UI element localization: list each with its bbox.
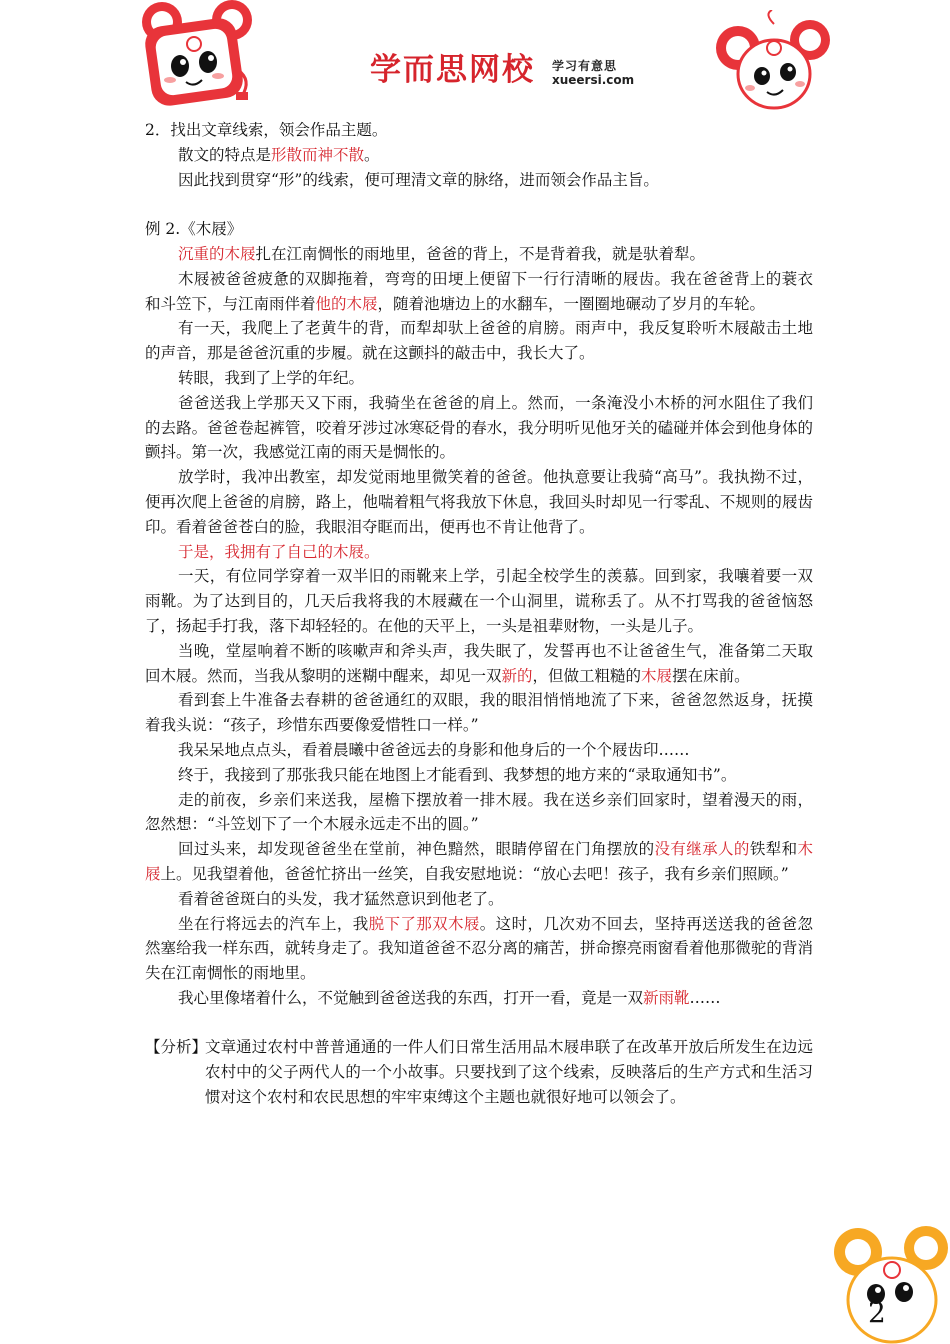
paragraph: 坐在行将远去的汽车上，我脱下了那双木屐。这时，几次劝不回去，坚持再送送我的爸爸忽然塞给我一样东西，就转身走了。我知道爸爸不忍分离的痛苦，拼命擦亮雨窗看着他那微驼的背消失在江南惆怅的雨地里。 (145, 914, 813, 983)
paragraph-highlight: 于是，我拥有了自己的木屐。 (178, 542, 380, 561)
paragraph: 一天，有位同学穿着一双半旧的雨靴来上学，引起全校学生的羡慕。回到家，我嚷着要一双雨靴。为了达到目的，几天后我将我的木屐藏在一个山洞里，谎称丢了。从不打骂我的爸爸恼怒了，扬起手打我，落下却轻轻的。在他的天平上，一头是祖辈财物，一头是儿子。 (145, 567, 813, 635)
page-header (0, 0, 950, 118)
page-number: 2 (868, 1296, 886, 1329)
highlight-text: 新的 (501, 666, 533, 685)
mascot-right-icon (712, 10, 832, 120)
paragraph: 走的前夜，乡亲们来送我，屋檐下摆放着一排木屐。我在送乡亲们回家时，望着漫天的雨，忽然想：“斗笠划下了一个木屐永远走不出的圆。” (145, 790, 813, 834)
paragraph: 转眼，我到了上学的年纪。 (178, 368, 365, 387)
brand-url: xueersi.com (552, 73, 635, 87)
paragraph: 我心里像堵着什么，不觉触到爸爸送我的东西，打开一看，竟是一双新雨靴…… (178, 988, 721, 1007)
brand-logo (370, 50, 660, 100)
section-line-2: 因此找到贯穿“形”的线索，便可理清文章的脉络，进而领会作品主旨。 (178, 170, 659, 189)
mascot-footer-icon (832, 1218, 950, 1344)
highlight-text: 形散而神不散 (271, 145, 365, 164)
highlight-text: 他的木屐 (315, 294, 378, 313)
paragraph: 爸爸送我上学那天又下雨，我骑坐在爸爸的肩上。然而，一条淹没小木桥的河水阻住了我们的去路。爸爸卷起裤管，咬着牙涉过冰寒砭骨的春水，我分明听见他牙关的磕碰并体会到他身体的颤抖。第一次，我感觉江南的雨天是惆怅的。 (145, 393, 813, 462)
highlight-text: 木屐 (641, 666, 673, 685)
paragraph: 放学时，我冲出教室，却发觉雨地里微笑着的爸爸。他执意要让我骑“高马”。我执拗不过，便再次爬上爸爸的肩膀，路上，他喘着粗气将我放下休息，我回头时却见一行零乱、不规则的屐齿印。看着爸爸苍白的脸，我眼泪夺眶而出，便再也不肯让他背了。 (145, 468, 813, 536)
section-line-1: 散文的特点是形散而神不散。 (178, 145, 380, 164)
paragraph: 沉重的木屐扎在江南惆怅的雨地里，爸爸的背上，不是背着我，就是驮着犁。 (178, 244, 706, 263)
mascot-left-icon (134, 0, 259, 112)
paragraph: 当晚，堂屋响着不断的咳嗽声和斧头声，我失眠了，发誓再也不让爸爸生气，准备第二天取回木屐。然而，当我从黎明的迷糊中醒来，却见一双新的，但做工粗糙的木屐摆在床前。 (145, 641, 813, 685)
brand-title: 学而思网校 (370, 52, 535, 88)
section-heading: 2．找出文章线索，领会作品主题。 (145, 121, 388, 139)
example-title: 例 2.《木屐》 (145, 220, 243, 239)
analysis-tag: 【分析】 (145, 1038, 208, 1057)
paragraph: 木屐被爸爸疲惫的双脚拖着，弯弯的田埂上便留下一行行清晰的屐齿。我在爸爸背上的蓑衣和斗笠下，与江南雨伴着他的木屐，随着池塘边上的水翻车，一圈圈地碾动了岁月的车轮。 (145, 269, 813, 313)
paragraph: 回过头来，却发现爸爸坐在堂前，神色黯然，眼睛停留在门角摆放的没有继承人的铁犁和木屐上。见我望着他，爸爸忙挤出一丝笑，自我安慰地说：“放心去吧！孩子，我有乡亲们照顾。” (145, 840, 813, 883)
paragraph: 有一天，我爬上了老黄牛的背，而犁却驮上爸爸的肩膀。雨声中，我反复聆听木屐敲击土地的声音，那是爸爸沉重的步履。就在这颤抖的敲击中，我长大了。 (145, 319, 813, 363)
brand-slogan: 学习有意思 (552, 59, 618, 73)
analysis-text: 文章通过农村中普普通通的一件人们日常生活用品木屐串联了在改革开放后所发生在边远农村中的父子两代人的一个小故事。只要找到了这个线索，反映落后的生产方式和生活习惯对这个农村和农民思想的牢牢束缚这个主题也就很好地可以领会了。 (205, 1038, 813, 1107)
highlight-text: 沉重的木屐 (178, 244, 256, 263)
paragraph: 看到套上牛准备去春耕的爸爸通红的双眼，我的眼泪悄悄地流了下来，爸爸忽然返身，抚摸着我头说：“孩子，珍惜东西要像爱惜牲口一样。” (145, 691, 813, 735)
paragraph: 我呆呆地点点头，看着晨曦中爸爸远去的身影和他身后的一个个屐齿印…… (178, 740, 690, 759)
document-body (145, 118, 813, 1110)
paragraph: 看着爸爸斑白的头发，我才猛然意识到他老了。 (178, 889, 504, 908)
paragraph: 终于，我接到了那张我只能在地图上才能看到、我梦想的地方来的“录取通知书”。 (178, 765, 737, 784)
highlight-text: 没有继承人的 (654, 840, 750, 859)
highlight-text: 新雨靴 (643, 988, 690, 1007)
analysis-block (145, 1035, 813, 1109)
highlight-text: 脱下了那双木屐 (368, 914, 480, 933)
highlight-text: 木屐 (145, 840, 813, 883)
